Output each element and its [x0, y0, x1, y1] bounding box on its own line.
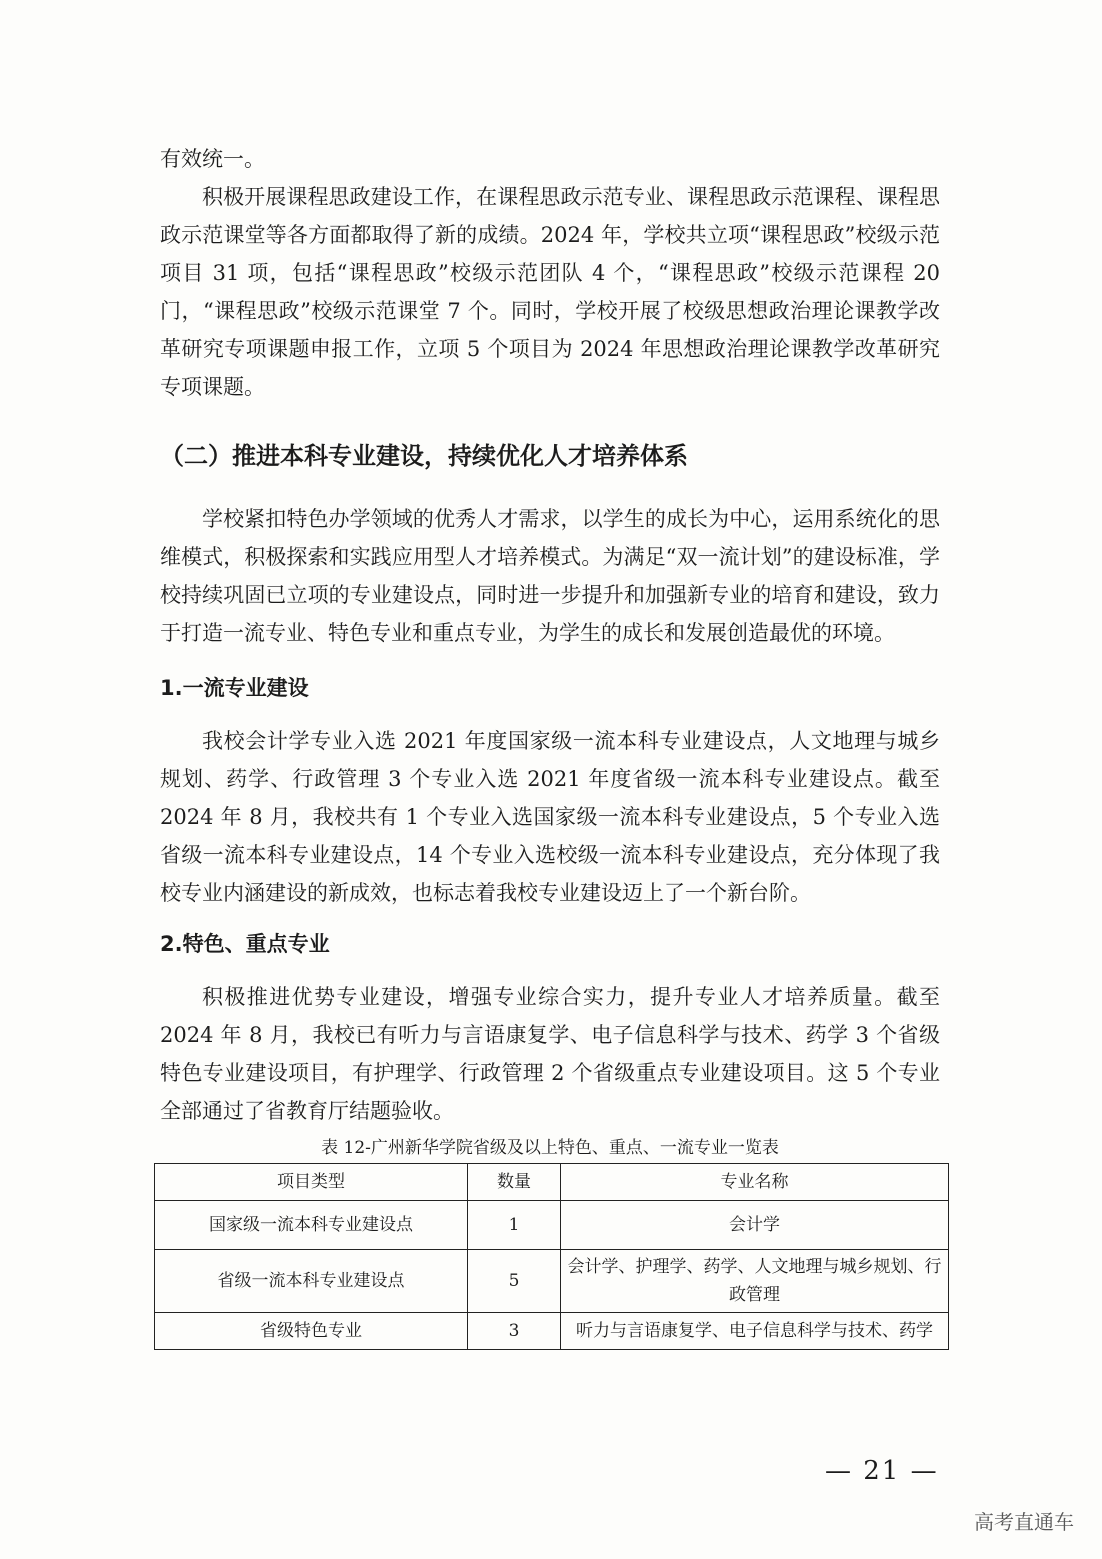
table-header-row [155, 1164, 949, 1201]
header-majors: 专业名称 [561, 1164, 949, 1201]
paragraph-first-class: 我校会计学专业入选 2021 年度国家级一流本科专业建设点，人文地理与城乡规划、药学、行政管理 3 个专业入选 2021 年度省级一流本科专业建设点。截至 2024 年 8 月，我校共有 1 个专业入选国家级一流本科专业建设点，5 个专业入选省级一流本科专业建设点，14 个专业入选校级一流本科专业建设点，充分体现了我校专业内涵建设的新成效，也标志着我校专业建设迈上了一个新台阶。 [160, 729, 940, 905]
table-row [155, 1313, 949, 1350]
cell-count: 1 [468, 1201, 561, 1250]
cell-type: 省级特色专业 [155, 1313, 468, 1350]
table-row [155, 1201, 949, 1250]
cell-majors: 听力与言语康复学、电子信息科学与技术、药学 [561, 1313, 949, 1350]
section-heading: （二）推进本科专业建设，持续优化人才培养体系 [160, 442, 688, 470]
table-caption: 表 12-广州新华学院省级及以上特色、重点、一流专业一览表 [321, 1138, 779, 1158]
header-type: 项目类型 [155, 1164, 468, 1201]
cell-type: 国家级一流本科专业建设点 [155, 1201, 468, 1250]
table-row [155, 1250, 949, 1313]
cell-count: 3 [468, 1313, 561, 1350]
cell-type: 省级一流本科专业建设点 [155, 1250, 468, 1313]
subheading-first-class: 1.一流专业建设 [160, 676, 309, 700]
header-count: 数量 [468, 1164, 561, 1201]
document-page [160, 140, 940, 1350]
majors-table [154, 1163, 949, 1350]
cell-majors: 会计学、护理学、药学、人文地理与城乡规划、行政管理 [561, 1250, 949, 1313]
subheading-featured-key: 2.特色、重点专业 [160, 932, 330, 956]
paragraph-featured-key: 积极推进优势专业建设，增强专业综合实力，提升专业人才培养质量。截至 2024 年 8 月，我校已有听力与言语康复学、电子信息科学与技术、药学 3 个省级特色专业建设项目，有护理学、行政管理 2 个省级重点专业建设项目。这 5 个专业全部通过了省教育厅结题验收。 [160, 985, 940, 1123]
paragraph-talent-training: 学校紧扣特色办学领域的优秀人才需求，以学生的成长为中心，运用系统化的思维模式，积极探索和实践应用型人才培养模式。为满足“双一流计划”的建设标准，学校持续巩固已立项的专业建设点，同时进一步提升和加强新专业的培育和建设，致力于打造一流专业、特色专业和重点专业，为学生的成长和发展创造最优的环境。 [160, 507, 940, 645]
cell-majors: 会计学 [561, 1201, 949, 1250]
paragraph-continuation: 有效统一。 [160, 147, 265, 171]
cell-count: 5 [468, 1250, 561, 1313]
watermark: 高考直通车 [974, 1510, 1074, 1534]
page-number: — 21 — [825, 1456, 939, 1486]
paragraph-course-ideology: 积极开展课程思政建设工作，在课程思政示范专业、课程思政示范课程、课程思政示范课堂等各方面都取得了新的成绩。2024 年，学校共立项“课程思政”校级示范项目 31 项，包括“课程思政”校级示范团队 4 个，“课程思政”校级示范课程 20 门，“课程思政”校级示范课堂 7 个。同时，学校开展了校级思想政治理论课教学改革研究专项课题申报工作，立项 5 个项目为 2024 年思想政治理论课教学改革研究专项课题。 [160, 185, 940, 399]
